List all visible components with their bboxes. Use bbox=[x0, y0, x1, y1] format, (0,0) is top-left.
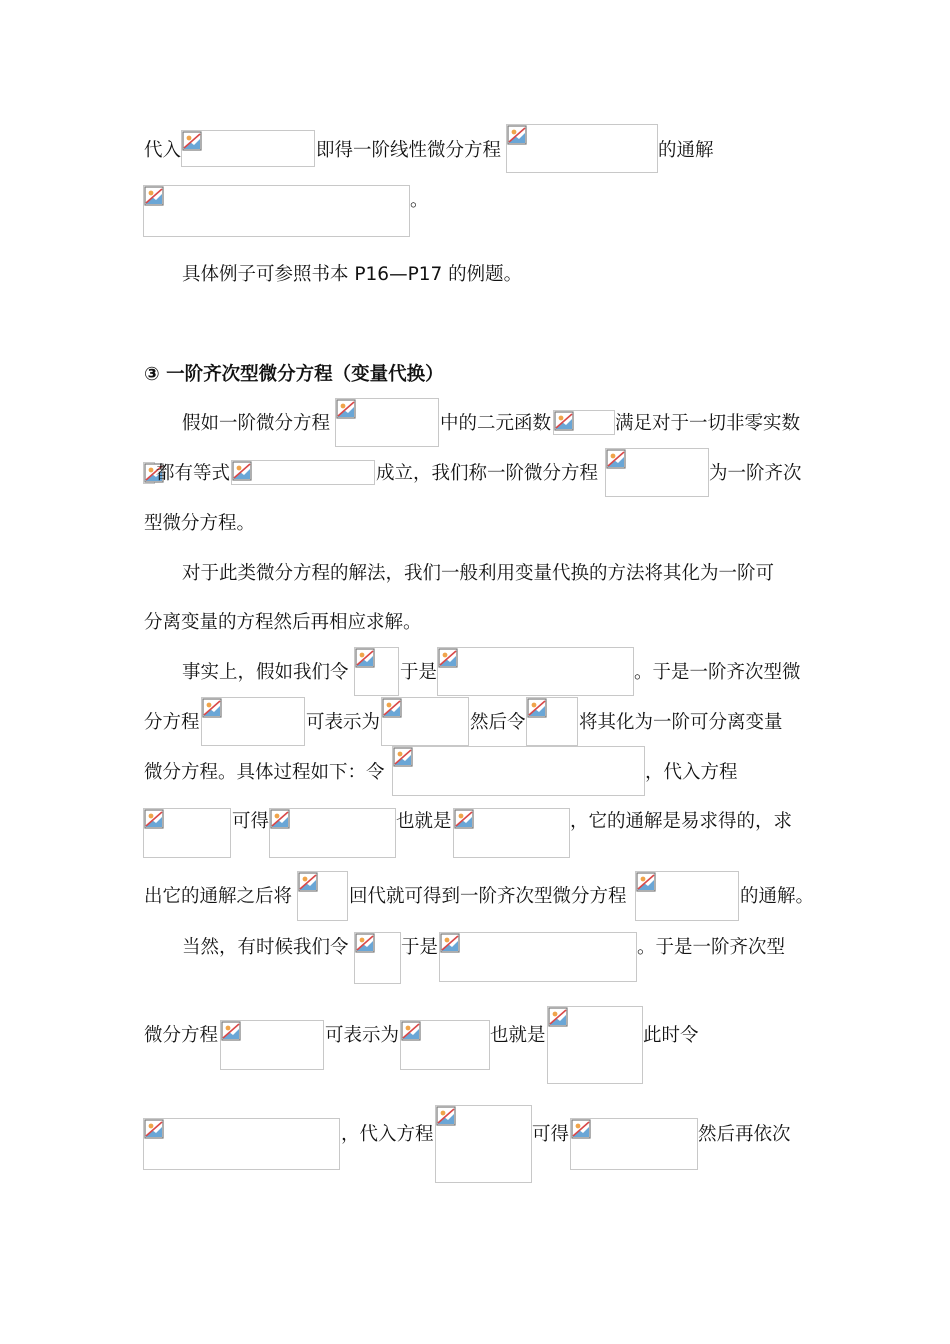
broken-image-icon bbox=[144, 1119, 164, 1139]
formula-image bbox=[143, 462, 155, 484]
text-p14-a: 当然，有时候我们令 bbox=[182, 937, 349, 958]
broken-image-icon bbox=[202, 698, 222, 718]
text-p2-end: 。 bbox=[410, 190, 429, 211]
formula-image bbox=[570, 1118, 698, 1170]
text-p7: 对于此类微分方程的解法，我们一般利用变量代换的方法将其化为一阶可 bbox=[182, 563, 775, 584]
formula-image bbox=[231, 460, 375, 485]
broken-image-icon bbox=[507, 125, 527, 145]
text-p10-d: 将其化为一阶可分离变量 bbox=[579, 712, 783, 733]
broken-image-icon bbox=[232, 461, 252, 481]
broken-image-icon bbox=[401, 1021, 421, 1041]
formula-image bbox=[605, 448, 709, 497]
broken-image-icon bbox=[144, 186, 164, 206]
broken-image-icon bbox=[382, 698, 402, 718]
text-p14-b: 于是 bbox=[401, 937, 439, 958]
formula-image bbox=[635, 871, 739, 921]
text-p9-b: 于是 bbox=[400, 662, 438, 683]
broken-image-icon bbox=[636, 872, 656, 892]
broken-image-icon bbox=[144, 809, 164, 829]
broken-image-icon bbox=[438, 648, 458, 668]
broken-image-icon bbox=[336, 399, 356, 419]
text-p14-c: 。于是一阶齐次型 bbox=[637, 937, 786, 958]
broken-image-icon bbox=[393, 747, 413, 767]
text-p16-b: 可得 bbox=[532, 1124, 570, 1145]
text-p4-a: 假如一阶微分方程 bbox=[182, 413, 331, 434]
formula-image bbox=[143, 185, 410, 237]
text-p12-a: 可得 bbox=[232, 811, 270, 832]
formula-image bbox=[435, 1105, 532, 1183]
formula-image bbox=[354, 647, 399, 696]
formula-image bbox=[453, 808, 570, 858]
text-p12-b: 也就是 bbox=[396, 811, 452, 832]
formula-image bbox=[354, 932, 401, 984]
formula-image bbox=[297, 871, 348, 921]
formula-image bbox=[439, 932, 637, 982]
formula-image bbox=[506, 124, 658, 173]
broken-image-icon bbox=[554, 411, 574, 431]
broken-image-icon bbox=[270, 809, 290, 829]
broken-image-icon bbox=[527, 698, 547, 718]
formula-image bbox=[437, 647, 634, 696]
formula-image bbox=[201, 697, 305, 746]
text-p6: 型微分方程。 bbox=[144, 513, 256, 534]
broken-image-icon bbox=[182, 131, 202, 151]
broken-image-icon bbox=[355, 648, 375, 668]
text-p1-b: 即得一阶线性微分方程 bbox=[316, 140, 502, 161]
text-p9-c: 。于是一阶齐次型微 bbox=[634, 662, 801, 683]
formula-image bbox=[220, 1020, 324, 1070]
formula-image bbox=[526, 697, 578, 746]
formula-image bbox=[547, 1006, 643, 1084]
text-p4-b: 中的二元函数 bbox=[440, 413, 552, 434]
text-p4-c: 满足对于一切非零实数 bbox=[615, 413, 801, 434]
text-p5-b: 成立，我们称一阶微分方程 bbox=[376, 463, 599, 484]
formula-image bbox=[381, 697, 469, 746]
broken-image-icon bbox=[355, 933, 375, 953]
text-p9-a: 事实上，假如我们令 bbox=[182, 662, 349, 683]
formula-image bbox=[392, 746, 645, 796]
text-p16-a: ，代入方程 bbox=[341, 1124, 434, 1145]
text-p1-c: 的通解 bbox=[658, 140, 714, 161]
broken-image-icon bbox=[548, 1007, 568, 1027]
broken-image-icon bbox=[454, 809, 474, 829]
text-p13-b: 回代就可得到一阶齐次型微分方程 bbox=[349, 886, 627, 907]
broken-image-icon bbox=[606, 449, 626, 469]
text-p8: 分离变量的方程然后再相应求解。 bbox=[144, 612, 422, 633]
text-p10-b: 可表示为 bbox=[306, 712, 381, 733]
text-p11-b: ，代入方程 bbox=[645, 762, 738, 783]
broken-image-icon bbox=[440, 933, 460, 953]
text-p15-b: 可表示为 bbox=[325, 1025, 400, 1046]
formula-image bbox=[181, 130, 315, 167]
section-heading: ③ 一阶齐次型微分方程（变量代换） bbox=[144, 364, 444, 385]
text-p16-c: 然后再依次 bbox=[698, 1124, 791, 1145]
text-p13-a: 出它的通解之后将 bbox=[144, 886, 293, 907]
formula-image bbox=[553, 410, 615, 435]
text-p10-c: 然后令 bbox=[470, 712, 526, 733]
broken-image-icon bbox=[221, 1021, 241, 1041]
formula-image bbox=[143, 808, 231, 858]
text-p11-a: 微分方程。具体过程如下：令 bbox=[144, 762, 385, 783]
text-p15-c: 也就是 bbox=[490, 1025, 546, 1046]
text-p12-c: ，它的通解是易求得的，求 bbox=[570, 811, 793, 832]
broken-image-icon bbox=[436, 1106, 456, 1126]
formula-image bbox=[269, 808, 396, 858]
broken-image-icon bbox=[571, 1119, 591, 1139]
text-p5-a: 都有等式 bbox=[156, 463, 231, 484]
text-p13-c: 的通解。 bbox=[740, 886, 815, 907]
text-p3: 具体例子可参照书本 P16—P17 的例题。 bbox=[182, 264, 523, 285]
text-p15-d: 此时令 bbox=[643, 1025, 699, 1046]
formula-image bbox=[143, 1118, 340, 1170]
text-p5-c: 为一阶齐次 bbox=[709, 463, 802, 484]
broken-image-icon bbox=[298, 872, 318, 892]
text-p1-a: 代入 bbox=[144, 140, 182, 161]
formula-image bbox=[335, 398, 439, 447]
text-p10-a: 分方程 bbox=[144, 712, 200, 733]
formula-image bbox=[400, 1020, 490, 1070]
text-p15-a: 微分方程 bbox=[144, 1025, 219, 1046]
